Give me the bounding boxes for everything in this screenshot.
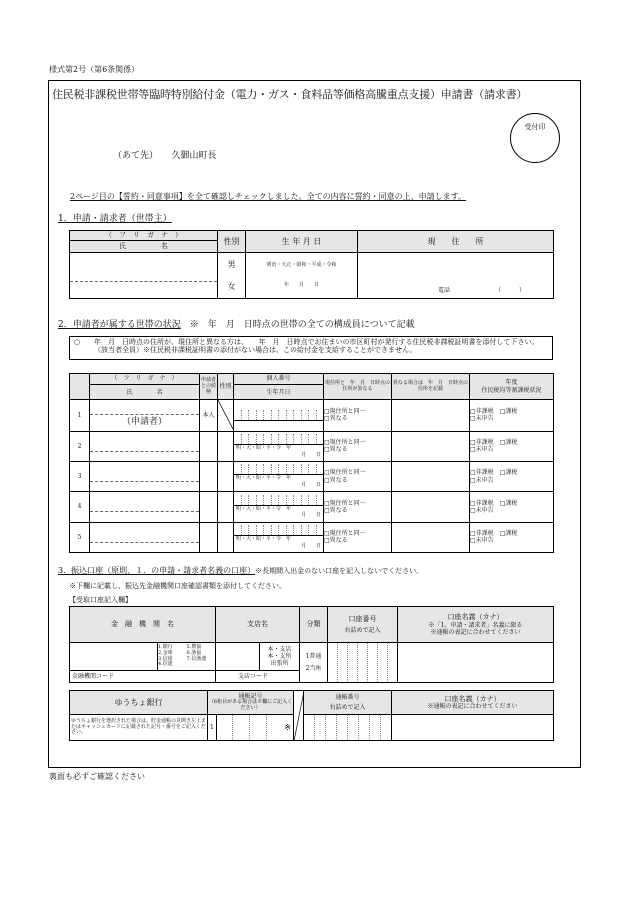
undeclared-checkbox[interactable]: □未申告 (470, 537, 494, 545)
yucho-holder-header (392, 691, 554, 715)
phone-label: 電話 (438, 286, 451, 294)
member-name-cell[interactable] (90, 431, 200, 461)
notice-box (69, 336, 553, 360)
year-label: 年 (286, 505, 292, 512)
section3-heading-note: ※長期間入出金のない口座を記入しないでください。 (255, 567, 424, 575)
section3-subnote: ※下欄に記載し、振込先金融機関口座確認書類を添付してください。 (69, 582, 286, 590)
section2-heading: 2．申請者が属する世帯の状況 (58, 320, 181, 330)
undeclared-checkbox[interactable]: □未申告 (470, 506, 494, 514)
former-address-cell[interactable] (392, 400, 470, 431)
holder-label: 口座名義（カナ） (447, 613, 504, 622)
tax-status-cell[interactable] (470, 461, 554, 491)
bank-type-option[interactable]: 6.漁協 (186, 649, 202, 656)
account-type-options[interactable] (300, 643, 328, 683)
slash-cell (294, 691, 304, 741)
differ-checkbox[interactable]: □異なる (324, 446, 348, 454)
era-short: 明・大・昭・平・令 (236, 445, 282, 452)
branch-type-option[interactable]: 本・支所 (267, 652, 292, 660)
phone-paren: （ ） (498, 286, 526, 294)
undeclared-checkbox[interactable]: □未申告 (470, 446, 494, 454)
bank-type-option[interactable]: 4.信連 (158, 661, 173, 668)
col-gender: 性別 (218, 374, 234, 400)
yucho-symbol-header (208, 691, 294, 715)
era-short: 明・大・昭・平・令 (236, 475, 282, 482)
diagonal-line (218, 400, 234, 431)
same-checkbox[interactable]: □現住所と同一 (324, 530, 366, 538)
holder-header (398, 607, 554, 643)
holder-note2: ※通帳の表記に合わせてください (430, 628, 521, 636)
name-header: 氏 名 (70, 241, 218, 253)
col-relation: 申請者との続柄 (200, 374, 218, 400)
member-name-cell[interactable] (90, 400, 200, 431)
table-row (70, 522, 554, 552)
member-relation-cell[interactable] (200, 461, 218, 491)
era-short: 明・大・昭・平・令 (236, 536, 282, 543)
same-checkbox[interactable]: □現住所と同一 (324, 469, 366, 477)
yucho-description: ゆうちょ銀行を選択された場合は、貯金通帳の見開き左上またはキャッシュカードに記載された記号・番号をご記入ください。 (70, 715, 208, 741)
male-label: 男 (227, 259, 236, 269)
bank-name-input[interactable] (70, 643, 158, 671)
undeclared-checkbox[interactable]: □未申告 (470, 415, 494, 423)
address-check-cell[interactable] (324, 431, 392, 461)
member-number-cell[interactable] (234, 492, 324, 522)
member-relation-cell[interactable] (200, 492, 218, 522)
applicant-label: （申請者） (121, 416, 167, 427)
row-number: 3 (70, 461, 90, 491)
differ-checkbox[interactable]: □異なる (324, 415, 348, 423)
md-label: 月 日 (300, 482, 321, 489)
section2-heading-line (58, 320, 415, 331)
bank-type-option[interactable]: 3.信組 (158, 655, 173, 662)
account-type-option[interactable]: 1普通 (305, 653, 322, 661)
box-label: 【受取口座記入欄】 (69, 596, 132, 604)
right-align-note: 右詰めで記入 (344, 626, 381, 634)
addressee-prefix: （あて先） (113, 151, 154, 161)
section1-heading: 1．申請・請求者（世帯主） (58, 214, 172, 224)
branch-type-options[interactable] (260, 643, 300, 671)
member-gender-cell[interactable] (218, 400, 234, 431)
addressee-name: 久御山町長 (171, 151, 217, 161)
applicant-table (69, 230, 554, 299)
confirm-text: 2ページ目の【誓約・同意事項】を全て確認しチェックしました。全ての内容に誓約・同意の上、申請します。 (70, 192, 467, 201)
year-label: 年 (286, 445, 292, 452)
member-number-cell[interactable] (234, 461, 324, 491)
member-name-cell[interactable] (90, 492, 200, 522)
md-label: 月 日 (300, 542, 321, 549)
address-header: 現 住 所 (358, 231, 554, 253)
yucho-one: 1 (210, 723, 214, 731)
bank-type-option[interactable]: 5.農協 (186, 644, 202, 650)
notice-circle: ○ (74, 338, 81, 346)
tax-status-cell[interactable] (470, 431, 554, 461)
female-label: 女 (227, 281, 236, 291)
section3-heading: 3．振込口座（原則、１．の申請・請求者名義の口座） (58, 566, 256, 575)
applicant-address-cell[interactable] (358, 253, 554, 299)
member-gender-cell[interactable] (218, 431, 234, 461)
member-gender-cell[interactable] (218, 492, 234, 522)
era-short: 明・大・昭・平・令 (236, 505, 282, 512)
differ-checkbox[interactable]: □異なる (324, 476, 348, 484)
row-number: 5 (70, 522, 90, 552)
same-checkbox[interactable]: □現住所と同一 (324, 499, 366, 507)
member-name-cell[interactable] (90, 461, 200, 491)
yucho-number-input[interactable] (304, 715, 392, 741)
branch-code-cell[interactable] (216, 671, 300, 683)
bank-table (69, 606, 554, 683)
row-number: 4 (70, 492, 90, 522)
nontax-checkbox[interactable]: □非課税 (470, 408, 494, 416)
branch-type-option[interactable]: 出張所 (270, 660, 289, 668)
bank-type-options[interactable] (158, 643, 216, 671)
bank-code-label: 金融機関コード (72, 672, 115, 680)
bank-type-option[interactable]: 2.金庫 (158, 649, 173, 656)
notice-text: 年 月 日時点の住所が、現住所と異なる方は、 年 月 日時点でお住まいの市区町村が発行する住民税非課税証明書を添付して下さい。（該当者全員）※住民税非課税証明書の添付がない場合は、この給付金を支給することができません。 (94, 338, 539, 355)
relation-self: 本人 (200, 400, 218, 431)
undeclared-checkbox[interactable]: □未申告 (470, 476, 494, 484)
former-address-cell[interactable] (392, 492, 470, 522)
yucho-symbol-note: （6桁目がある場合は※欄にご記入ください） (208, 699, 293, 712)
col-addr-same: 現住所と 年 月 日時点の住所が異なる (324, 374, 392, 400)
member-relation-cell[interactable] (200, 431, 218, 461)
page-title: 住民税非課税世帯等臨時特別給付金（電力・ガス・食料品等価格高騰重点支援）申請書（請求書） (52, 88, 528, 101)
member-relation-cell[interactable] (200, 522, 218, 552)
year-label: 年 (286, 536, 292, 543)
account-holder-input[interactable] (398, 643, 554, 683)
row-number: 2 (70, 431, 90, 461)
branch-name-header: 支店名 (216, 607, 300, 643)
md-label: 月 日 (300, 451, 321, 458)
household-table (69, 373, 554, 553)
bank-type-option[interactable]: 1.銀行 (158, 644, 173, 650)
section3-heading-line (58, 566, 423, 576)
branch-name-input[interactable] (216, 643, 260, 671)
yucho-symbol-label: 通帳記号 (238, 693, 263, 701)
col-furigana: （ フ リ ガ ナ ） (90, 374, 200, 385)
stamp-label: 受付印 (524, 123, 546, 131)
applicant-name-cell[interactable] (70, 253, 218, 299)
col-name: 氏 名 (90, 385, 200, 400)
tax-status-cell[interactable] (470, 400, 554, 431)
table-row (70, 492, 554, 522)
col-tax-status (470, 374, 554, 400)
section2-note: 年 月 日時点の世帯の全ての構成員について記載 (207, 320, 415, 330)
footer-note: 裏面も必ずご確認ください (49, 772, 145, 781)
yucho-holder-label: 口座名義（カナ） (444, 694, 501, 703)
table-row (70, 400, 554, 431)
bank-type-option[interactable]: 7.信漁連 (186, 655, 207, 662)
yucho-number-header (304, 691, 392, 715)
yucho-symbol-input[interactable] (208, 715, 294, 741)
account-type-option[interactable]: 2当座 (305, 664, 322, 672)
yucho-holder-input[interactable] (392, 715, 554, 741)
tax-checkbox[interactable]: □課税 (499, 408, 518, 416)
tax-checkbox[interactable]: □課税 (499, 499, 518, 507)
member-gender-cell[interactable] (218, 461, 234, 491)
former-address-cell[interactable] (392, 431, 470, 461)
tax-status-cell[interactable] (470, 492, 554, 522)
yucho-right-align: 右詰めで記入 (329, 703, 366, 711)
table-row (70, 461, 554, 491)
tax-status-cell[interactable] (470, 522, 554, 552)
era-options: 明治・大正・昭和・平成・令和 (266, 261, 337, 268)
col-tax: 住民税均等割課税状況 (481, 386, 542, 394)
md-label: 月 日 (300, 512, 321, 519)
slash-line (294, 691, 304, 741)
nontax-checkbox[interactable]: □非課税 (470, 530, 494, 538)
yucho-table (69, 690, 554, 741)
tax-checkbox[interactable]: □課税 (499, 530, 518, 538)
gender-header: 性別 (218, 231, 246, 253)
bank-name-header: 金 融 機 関 名 (70, 607, 216, 643)
former-address-cell[interactable] (392, 522, 470, 552)
differ-checkbox[interactable]: □異なる (324, 537, 348, 545)
applicant-gender-cell[interactable] (218, 253, 246, 299)
row-number: 1 (70, 400, 90, 431)
same-checkbox[interactable]: □現住所と同一 (324, 408, 366, 416)
bank-code-cell[interactable] (70, 671, 216, 683)
reception-stamp (510, 113, 560, 163)
table-row (70, 431, 554, 461)
applicant-dob-cell[interactable] (246, 253, 358, 299)
tax-checkbox[interactable]: □課税 (499, 439, 518, 447)
furigana-header: （ フ リ ガ ナ ） (70, 231, 218, 241)
former-address-cell[interactable] (392, 461, 470, 491)
addressee (113, 151, 217, 162)
address-check-cell[interactable] (324, 400, 392, 431)
same-checkbox[interactable]: □現住所と同一 (324, 439, 366, 447)
address-check-cell[interactable] (324, 492, 392, 522)
form-number: 様式第2号（第6条関係） (49, 65, 140, 74)
member-number-cell[interactable] (234, 431, 324, 461)
col-dob: 生年月日 (234, 385, 324, 400)
type-header: 分類 (300, 607, 328, 643)
account-number-input[interactable] (328, 643, 398, 683)
dob-ymd: 年 月 日 (283, 281, 319, 288)
yucho-asterisk: ※ (284, 722, 291, 732)
member-number-cell[interactable] (234, 522, 324, 552)
yucho-holder-note: ※通帳の表記に合わせてください (427, 703, 518, 711)
branch-code-label: 支店コード (238, 672, 269, 680)
yucho-number-label: 通帳番号 (335, 694, 360, 702)
branch-type-option[interactable]: 本・支店 (267, 645, 292, 653)
acct-no-header (328, 607, 398, 643)
address-check-cell[interactable] (324, 522, 392, 552)
col-number: 個人番号 (234, 374, 324, 385)
dob-header: 生 年 月 日 (246, 231, 358, 253)
member-gender-cell[interactable] (218, 522, 234, 552)
holder-note1: ※「1、申請・請求者」名義に限る (428, 621, 523, 629)
year-label: 年 (286, 475, 292, 482)
section2-mark: ※ (189, 320, 199, 330)
member-number-cell[interactable] (234, 400, 324, 431)
address-check-cell[interactable] (324, 461, 392, 491)
tax-checkbox[interactable]: □課税 (499, 469, 518, 477)
differ-checkbox[interactable]: □異なる (324, 506, 348, 514)
col-year: 年度 (505, 379, 518, 387)
nontax-checkbox[interactable]: □非課税 (470, 469, 494, 477)
member-name-cell[interactable] (90, 522, 200, 552)
acct-no-label: 口座番号 (348, 615, 377, 624)
nontax-checkbox[interactable]: □非課税 (470, 499, 494, 507)
col-addr-diff: 異なる場合は 年 月 日時点の住所を記載 (392, 374, 470, 400)
nontax-checkbox[interactable]: □非課税 (470, 439, 494, 447)
yucho-header: ゆうちょ銀行 (70, 691, 208, 715)
